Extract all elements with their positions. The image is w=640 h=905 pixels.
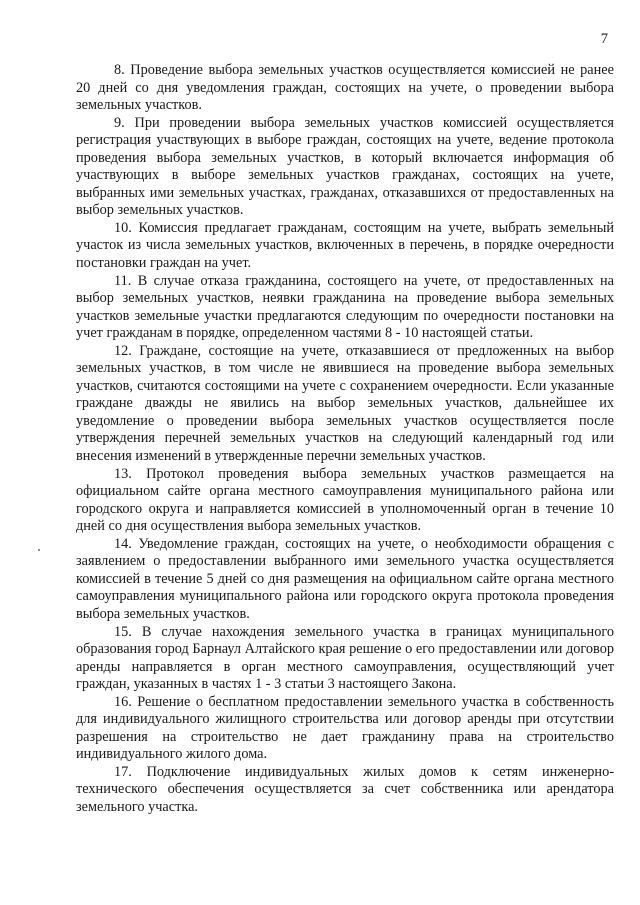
paragraph-13: 13. Протокол проведения выбора земельных участков размещается на официальном сайте органа местного самоуправления муниципального района или городского округа и направляется комиссией в уполномоченный орган в течение 10 дней со дня осуществления выбора земельных участков. (76, 465, 614, 535)
paragraph-16: 16. Решение о бесплатном предоставлении земельного участка в собственность для индивидуального жилищного строительства или договор аренды при отсутствии разрешения на строительство не дает гражданину права на строительство индивидуального жилого дома. (76, 693, 614, 763)
paragraph-11: 11. В случае отказа гражданина, состоящего на учете, от предоставленных на выбор земельных участков, неявки гражданина на проведение выбора земельных участков земельные участки предлагаются следующим по очередности постановки на учет гражданам в порядке, определенном частями 8 - 10 настоящей статьи. (76, 272, 614, 342)
paragraph-10: 10. Комиссия предлагает гражданам, состоящим на учете, выбрать земельный участок из числа земельных участков, включенных в перечень, в порядке очередности постановки граждан на учет. (76, 219, 614, 272)
page-number: 7 (600, 31, 608, 47)
paragraph-14: 14. Уведомление граждан, состоящих на учете, о необходимости обращения с заявлением о предоставлении выбранного ими земельного участка осуществляется комиссией в течение 5 дней со дня размещения на официальном сайте органа местного самоуправления муниципального района или городского округа протокола проведения выбора земельных участков. (76, 535, 614, 622)
paragraph-9: 9. При проведении выбора земельных участков комиссией осуществляется регистрация участвующих в выборе граждан, состоящих на учете, ведение протокола проведения выбора земельных участков, в который включается информация об участвующих в выборе земельных участков гражданах, состоящих на учете, выбранных ими земельных участках, гражданах, отказавшихся от предоставленных на выбор земельных участков. (76, 114, 614, 219)
scan-speck (38, 549, 40, 551)
document-body (76, 62, 614, 817)
paragraph-17: 17. Подключение индивидуальных жилых домов к сетям инженерно-технического обеспечения осуществляется за счет собственника или арендатора земельного участка. (76, 763, 614, 815)
paragraph-8: 8. Проведение выбора земельных участков осуществляется комиссией не ранее 20 дней со дня уведомления граждан, состоящих на учете, о проведении выбора земельных участков. (76, 62, 614, 114)
paragraph-15: 15. В случае нахождения земельного участка в границах муниципального образования город Барнаул Алтайского края решение о его предоставлении или договор аренды направляется в орган местного самоуправления, осуществляющий учет граждан, указанных в частях 1 - 3 статьи 3 настоящего Закона. (76, 623, 614, 693)
paragraph-12: 12. Граждане, состоящие на учете, отказавшиеся от предложенных на выбор земельных участков, в том числе не явившиеся на проведение выбора земельных участков, считаются состоящими на учете с сохранением очередности. Если указанные граждане дважды не явились на выбор земельных участков, дальнейшее их уведомление о проведении выбора земельных участков осуществляется после утверждения перечней земельных участков на следующий календарный год или внесения изменений в утвержденные перечни земельных участков. (76, 342, 614, 465)
